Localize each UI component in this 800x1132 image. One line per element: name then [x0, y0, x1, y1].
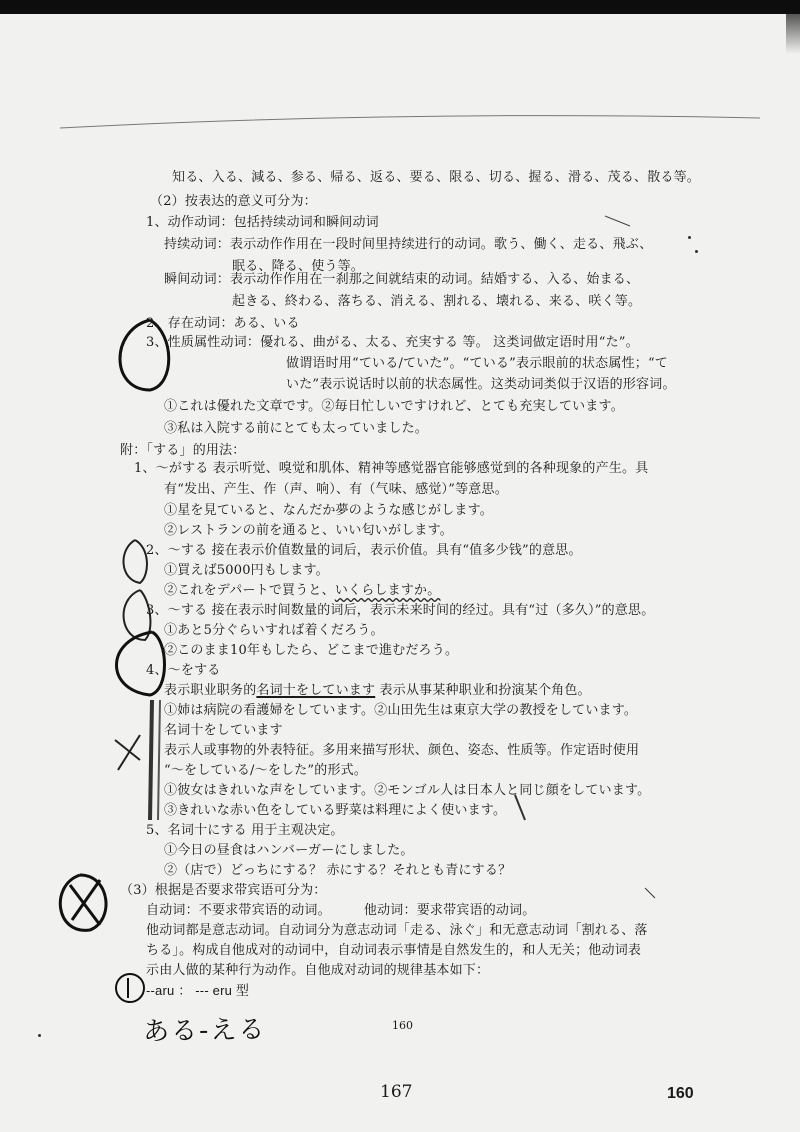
- example-sentence: ①買えば5000円もします。: [164, 563, 329, 578]
- text-line: いた”表示说话时以前的状态属性。这类动词类似于汉语的形容词。: [286, 377, 676, 392]
- text-line: 5、名词十にする 用于主观决定。: [146, 823, 344, 838]
- text-line: 表示人或事物的外表特征。多用来描写形状、颜色、姿态、性质等。作定语时使用: [164, 743, 640, 758]
- text-segment: 表示从事某种职业和扮演某个角色。: [375, 683, 591, 698]
- text-line: --aru ： --- eru 型: [146, 983, 250, 998]
- underlined-text: 名词十をしています: [256, 683, 376, 698]
- example-sentence: ②（店で）どっちにする？ 赤にする？それとも青にする？: [164, 863, 512, 878]
- text-line: 示由人做的某种行为动作。自他成对动词的规律基本如下：: [146, 963, 490, 978]
- wavy-underlined-text: いくらしますか。: [334, 583, 441, 598]
- text-line: “～をしている/～をした”的形式。: [164, 763, 368, 778]
- text-segment: 表示职业职务的: [164, 683, 257, 698]
- section-heading-2: （2）按表达的意义可分为：: [150, 194, 317, 209]
- text-line: 瞬间动词：表示动作作用在一刹那之间就结束的动词。結婚する、入る、始まる、: [164, 272, 640, 287]
- text-line: 持续动词：表示动作作用在一段时间里持续进行的动词。歌う、働く、走る、飛ぶ、: [164, 237, 653, 252]
- text-line: 起きる、終わる、落ちる、消える、割れる、壊れる、来る、咲く等。: [232, 294, 642, 309]
- example-sentence: ③きれいな赤い色をしている野菜は料理によく使います。: [164, 803, 507, 818]
- text-line: 3、～する 接在表示时间数量的词后，表示未来时间的经过。具有“过（多久）”的意思。: [146, 603, 655, 618]
- text-line: 3、性质属性动词：優れる、曲がる、太る、充実する 等。 这类词做定语时用“た”。: [146, 335, 639, 350]
- example-sentence: ①彼女はきれいな声をしています。②モンゴル人は日本人と同じ顔をしています。: [164, 783, 651, 798]
- example-sentence: ①これは優れた文章です。②毎日忙しいですけれど、とても充実しています。: [164, 399, 624, 414]
- text-line: 眠る、降る、使う等。: [232, 259, 365, 274]
- text-line: 1、动作动词：包括持续动词和瞬间动词: [146, 215, 379, 230]
- text-line: 2、～する 接在表示价值数量的词后，表示价值。具有“值多少钱”的意思。: [146, 543, 582, 558]
- example-sentence: [164, 582, 440, 600]
- example-sentence: ①あと5分ぐらいすれば着くだろう。: [164, 623, 384, 638]
- text-line: 有“发出、产生、作（声、响）、有（气味、感觉）”等意思。: [164, 482, 508, 497]
- text-line: 2、存在动词：ある、いる: [146, 316, 300, 331]
- text-line: 4、～をする: [146, 663, 221, 678]
- example-sentence: ③私は入院する前にとても太っていました。: [164, 421, 429, 436]
- text-line: 1、～がする 表示听觉、嗅觉和肌体、精神等感觉器官能够感觉到的各种现象的产生。具: [134, 461, 649, 476]
- example-sentence: ①今日の昼食はハンバーガーにしました。: [164, 843, 414, 858]
- text-line: 自动词：不要求带宾语的动词。 他动词：要求带宾语的动词。: [146, 903, 536, 918]
- text-line: ちる」。构成自他成对的动词中，自动词表示事情是自然发生的，和人无关；他动词表: [146, 943, 642, 958]
- section-heading-suru: 附：「する」的用法：: [120, 443, 246, 458]
- example-sentence: ①星を見ていると、なんだか夢のような感じがします。: [164, 503, 493, 518]
- section-heading-3: （3）根据是否要求带宾语可分为：: [120, 883, 327, 898]
- text-line: 知る、入る、減る、参る、帰る、返る、要る、限る、切る、握る、滑る、茂る、散る等。: [172, 170, 701, 185]
- example-sentence: ②レストランの前を通ると、いい匂いがします。: [164, 523, 453, 538]
- example-text: ②これをデパートで買うと、: [164, 583, 335, 598]
- example-sentence: ②このまま10年もしたら、どこまで進むだろう。: [164, 643, 459, 658]
- text-line: [164, 682, 591, 700]
- example-sentence: ①姉は病院の看護婦をしています。②山田先生は東京大学の教授をしています。: [164, 703, 638, 718]
- handwritten-note: ある-える: [142, 1014, 267, 1048]
- bottom-page-number: 167: [380, 1082, 413, 1102]
- text-line: 名词十をしています: [164, 723, 283, 738]
- bold-page-number: 160: [667, 1085, 694, 1102]
- inner-page-number: 160: [392, 1019, 413, 1032]
- text-line: 做谓语时用“ている/ていた”。“ている”表示眼前的状态属性；“て: [286, 356, 669, 371]
- text-line: 他动词都是意志动词。自动词分为意志动词「走る、泳ぐ」和无意志动词「割れる、落: [146, 923, 648, 938]
